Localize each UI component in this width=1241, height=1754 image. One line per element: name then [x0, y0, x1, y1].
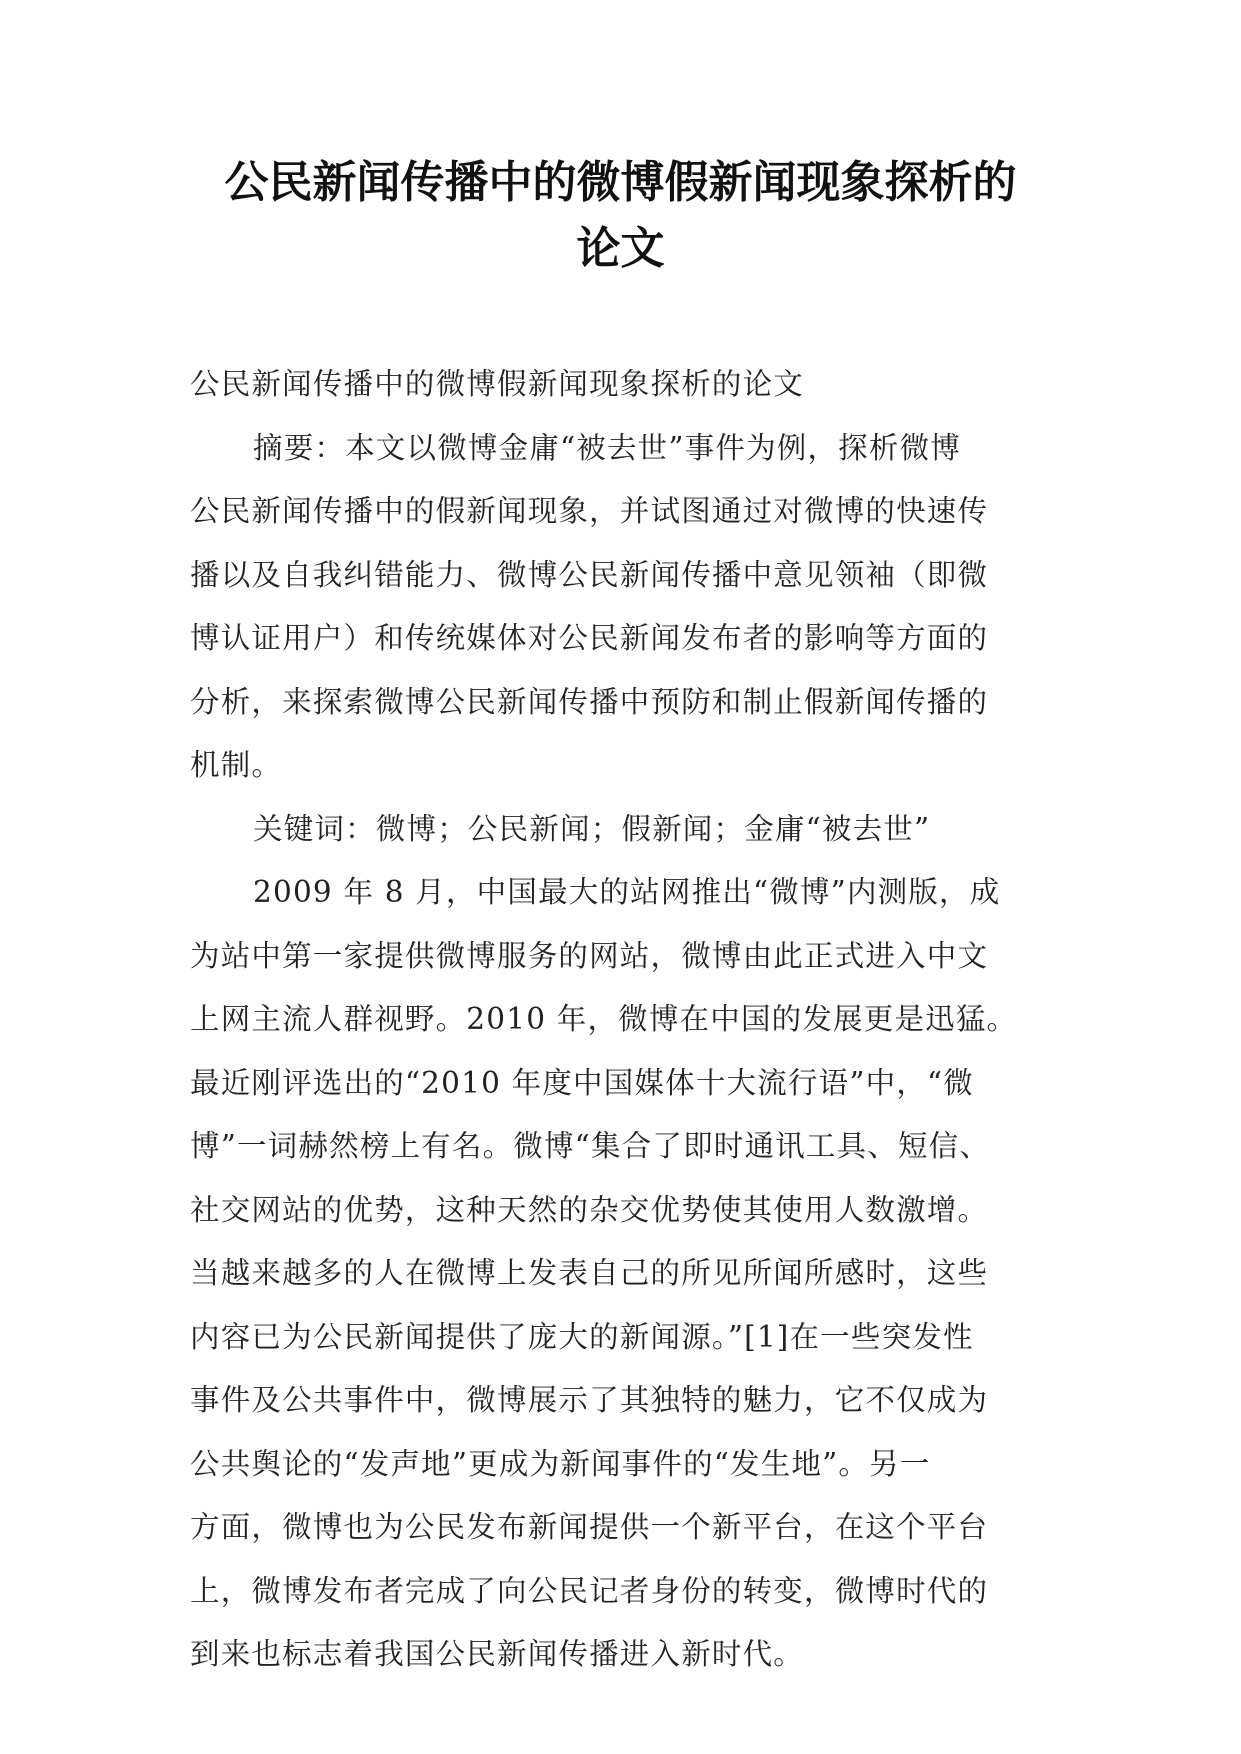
body-line: 摘要：本文以微博金庸“被去世”事件为例，探析微博 [253, 430, 961, 465]
body-line: 到来也标志着我国公民新闻传播进入新时代。 [190, 1637, 805, 1671]
body-line: 上网主流人群视野。2010 年，微博在中国的发展更是迅猛。 [190, 1002, 1018, 1036]
body-line: 博”一词赫然榜上有名。微博“集合了即时通讯工具、短信、 [190, 1129, 991, 1163]
body-line: 播以及自我纠错能力、微博公民新闻传播中意见领袖（即微 [190, 557, 989, 592]
title-line-2: 论文 [576, 223, 665, 274]
body-line: 分析，来探索微博公民新闻传播中预防和制止假新闻传播的 [190, 684, 989, 719]
body-line: 2009 年 8 月，中国最大的站网推出“微博”内测版，成 [253, 875, 1001, 909]
body-line: 机制。 [190, 748, 283, 782]
title-line-1: 公民新闻传播中的微博假新闻现象探析的 [224, 157, 1017, 208]
body-line: 公民新闻传播中的假新闻现象，并试图通过对微博的快速传 [190, 494, 989, 528]
body-line: 公民新闻传播中的微博假新闻现象探析的论文 [190, 367, 805, 401]
body-line: 关键词：微博；公民新闻；假新闻；金庸“被去世” [253, 811, 931, 846]
body-line: 方面，微博也为公民发布新闻提供一个新平台，在这个平台 [190, 1510, 989, 1544]
document-title [150, 150, 1091, 282]
body-line: 内容已为公民新闻提供了庞大的新闻源。”[1]在一些突发性 [190, 1319, 974, 1354]
document-body [190, 353, 1062, 1687]
body-line: 博认证用户）和传统媒体对公民新闻发布者的影响等方面的 [190, 621, 989, 655]
body-line: 上，微博发布者完成了向公民记者身份的转变，微博时代的 [190, 1573, 989, 1608]
body-line: 社交网站的优势，这种天然的杂交优势使其使用人数激增。 [190, 1192, 989, 1227]
body-line: 当越来越多的人在微博上发表自己的所见所闻所感时，这些 [190, 1256, 989, 1290]
body-line: 事件及公共事件中，微博展示了其独特的魅力，它不仅成为 [190, 1383, 989, 1417]
body-line: 最近刚评选出的“2010 年度中国媒体十大流行语”中，“微 [190, 1065, 974, 1100]
body-line: 公共舆论的“发声地”更成为新闻事件的“发生地”。另一 [190, 1446, 931, 1481]
body-line: 为站中第一家提供微博服务的网站，微博由此正式进入中文 [190, 938, 989, 973]
